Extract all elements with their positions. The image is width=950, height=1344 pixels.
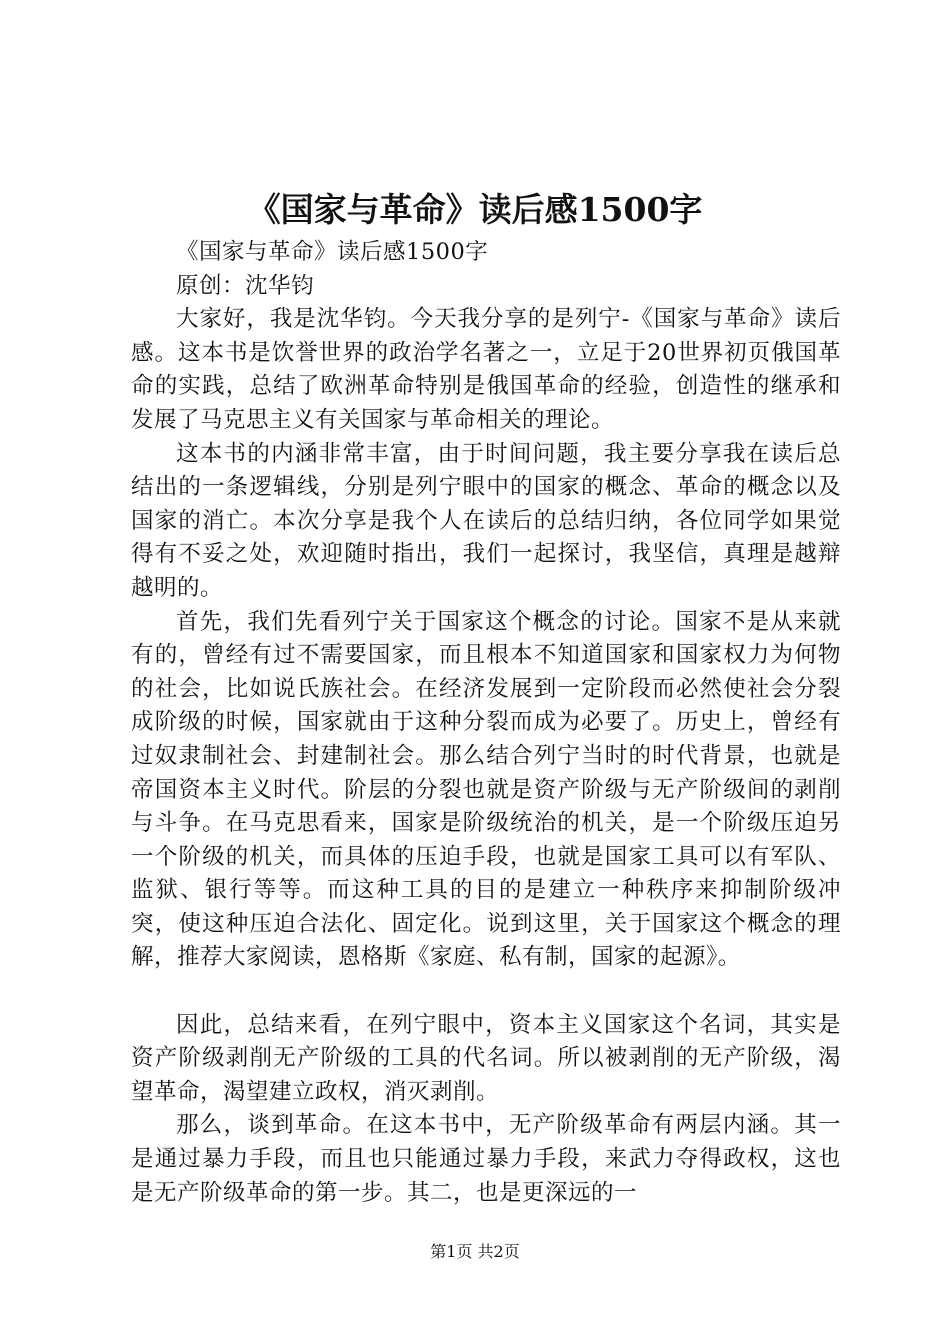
author-line: 原创：沈华钧 — [176, 272, 315, 299]
page-footer: 第1页 共2页 — [430, 1242, 520, 1261]
paragraph-scope: 这本书的内涵非常丰富，由于时间问题，我主要分享我在读后总结出的一条逻辑线，分别是列宁眼中的国家的概念、革命的概念以及国家的消亡。本次分享是我个人在读后的总结归纳，各位同学如果觉得有不妥之处，欢迎随时指出，我们一起探讨，我坚信，真理是越辩越明的。 — [131, 440, 841, 601]
document-title: 《国家与革命》读后感1500字 — [247, 190, 703, 229]
paragraph-revolution: 那么，谈到革命。在这本书中，无产阶级革命有两层内涵。其一是通过暴力手段，而且也只能通过暴力手段，来武力夺得政权，这也是无产阶级革命的第一步。其二，也是更深远的一 — [131, 1112, 841, 1206]
paragraph-gap — [131, 975, 841, 1009]
paragraph-state-concept: 首先，我们先看列宁关于国家这个概念的讨论。国家不是从来就有的，曾经有过不需要国家，而且根本不知道国家和国家权力为何物的社会，比如说氏族社会。在经济发展到一定阶段而必然使社会分裂成阶级的时候，国家就由于这种分裂而成为必要了。历史上，曾经有过奴隶制社会、封建制社会。那么结合列宁当时的时代背景，也就是帝国资本主义时代。阶层的分裂也就是资产阶级与无产阶级间的剥削与斗争。在马克思看来，国家是阶级统治的机关，是一个阶级压迫另一个阶级的机关，而具体的压迫手段，也就是国家工具可以有军队、监狱、银行等等。而这种工具的目的是建立一种秩序来抑制阶级冲突，使这种压迫合法化、固定化。说到这里，关于国家这个概念的理解，推荐大家阅读，恩格斯《家庭、私有制，国家的起源》。 — [131, 608, 841, 971]
subtitle-line: 《国家与革命》读后感1500字 — [176, 239, 489, 265]
paragraph-summary: 因此，总结来看，在列宁眼中，资本主义国家这个名词，其实是资产阶级剥削无产阶级的工具的代名词。所以被剥削的无产阶级，渴望革命，渴望建立政权，消灭剥削。 — [131, 1011, 841, 1105]
document-body — [131, 236, 841, 1210]
paragraph-intro: 大家好，我是沈华钧。今天我分享的是列宁-《国家与革命》读后感。这本书是饮誉世界的政治学名著之一，立足于20世界初页俄国革命的实践，总结了欧洲革命特别是俄国革命的经验，创造性的继承和发展了马克思主义有关国家与革命相关的理论。 — [131, 306, 841, 433]
